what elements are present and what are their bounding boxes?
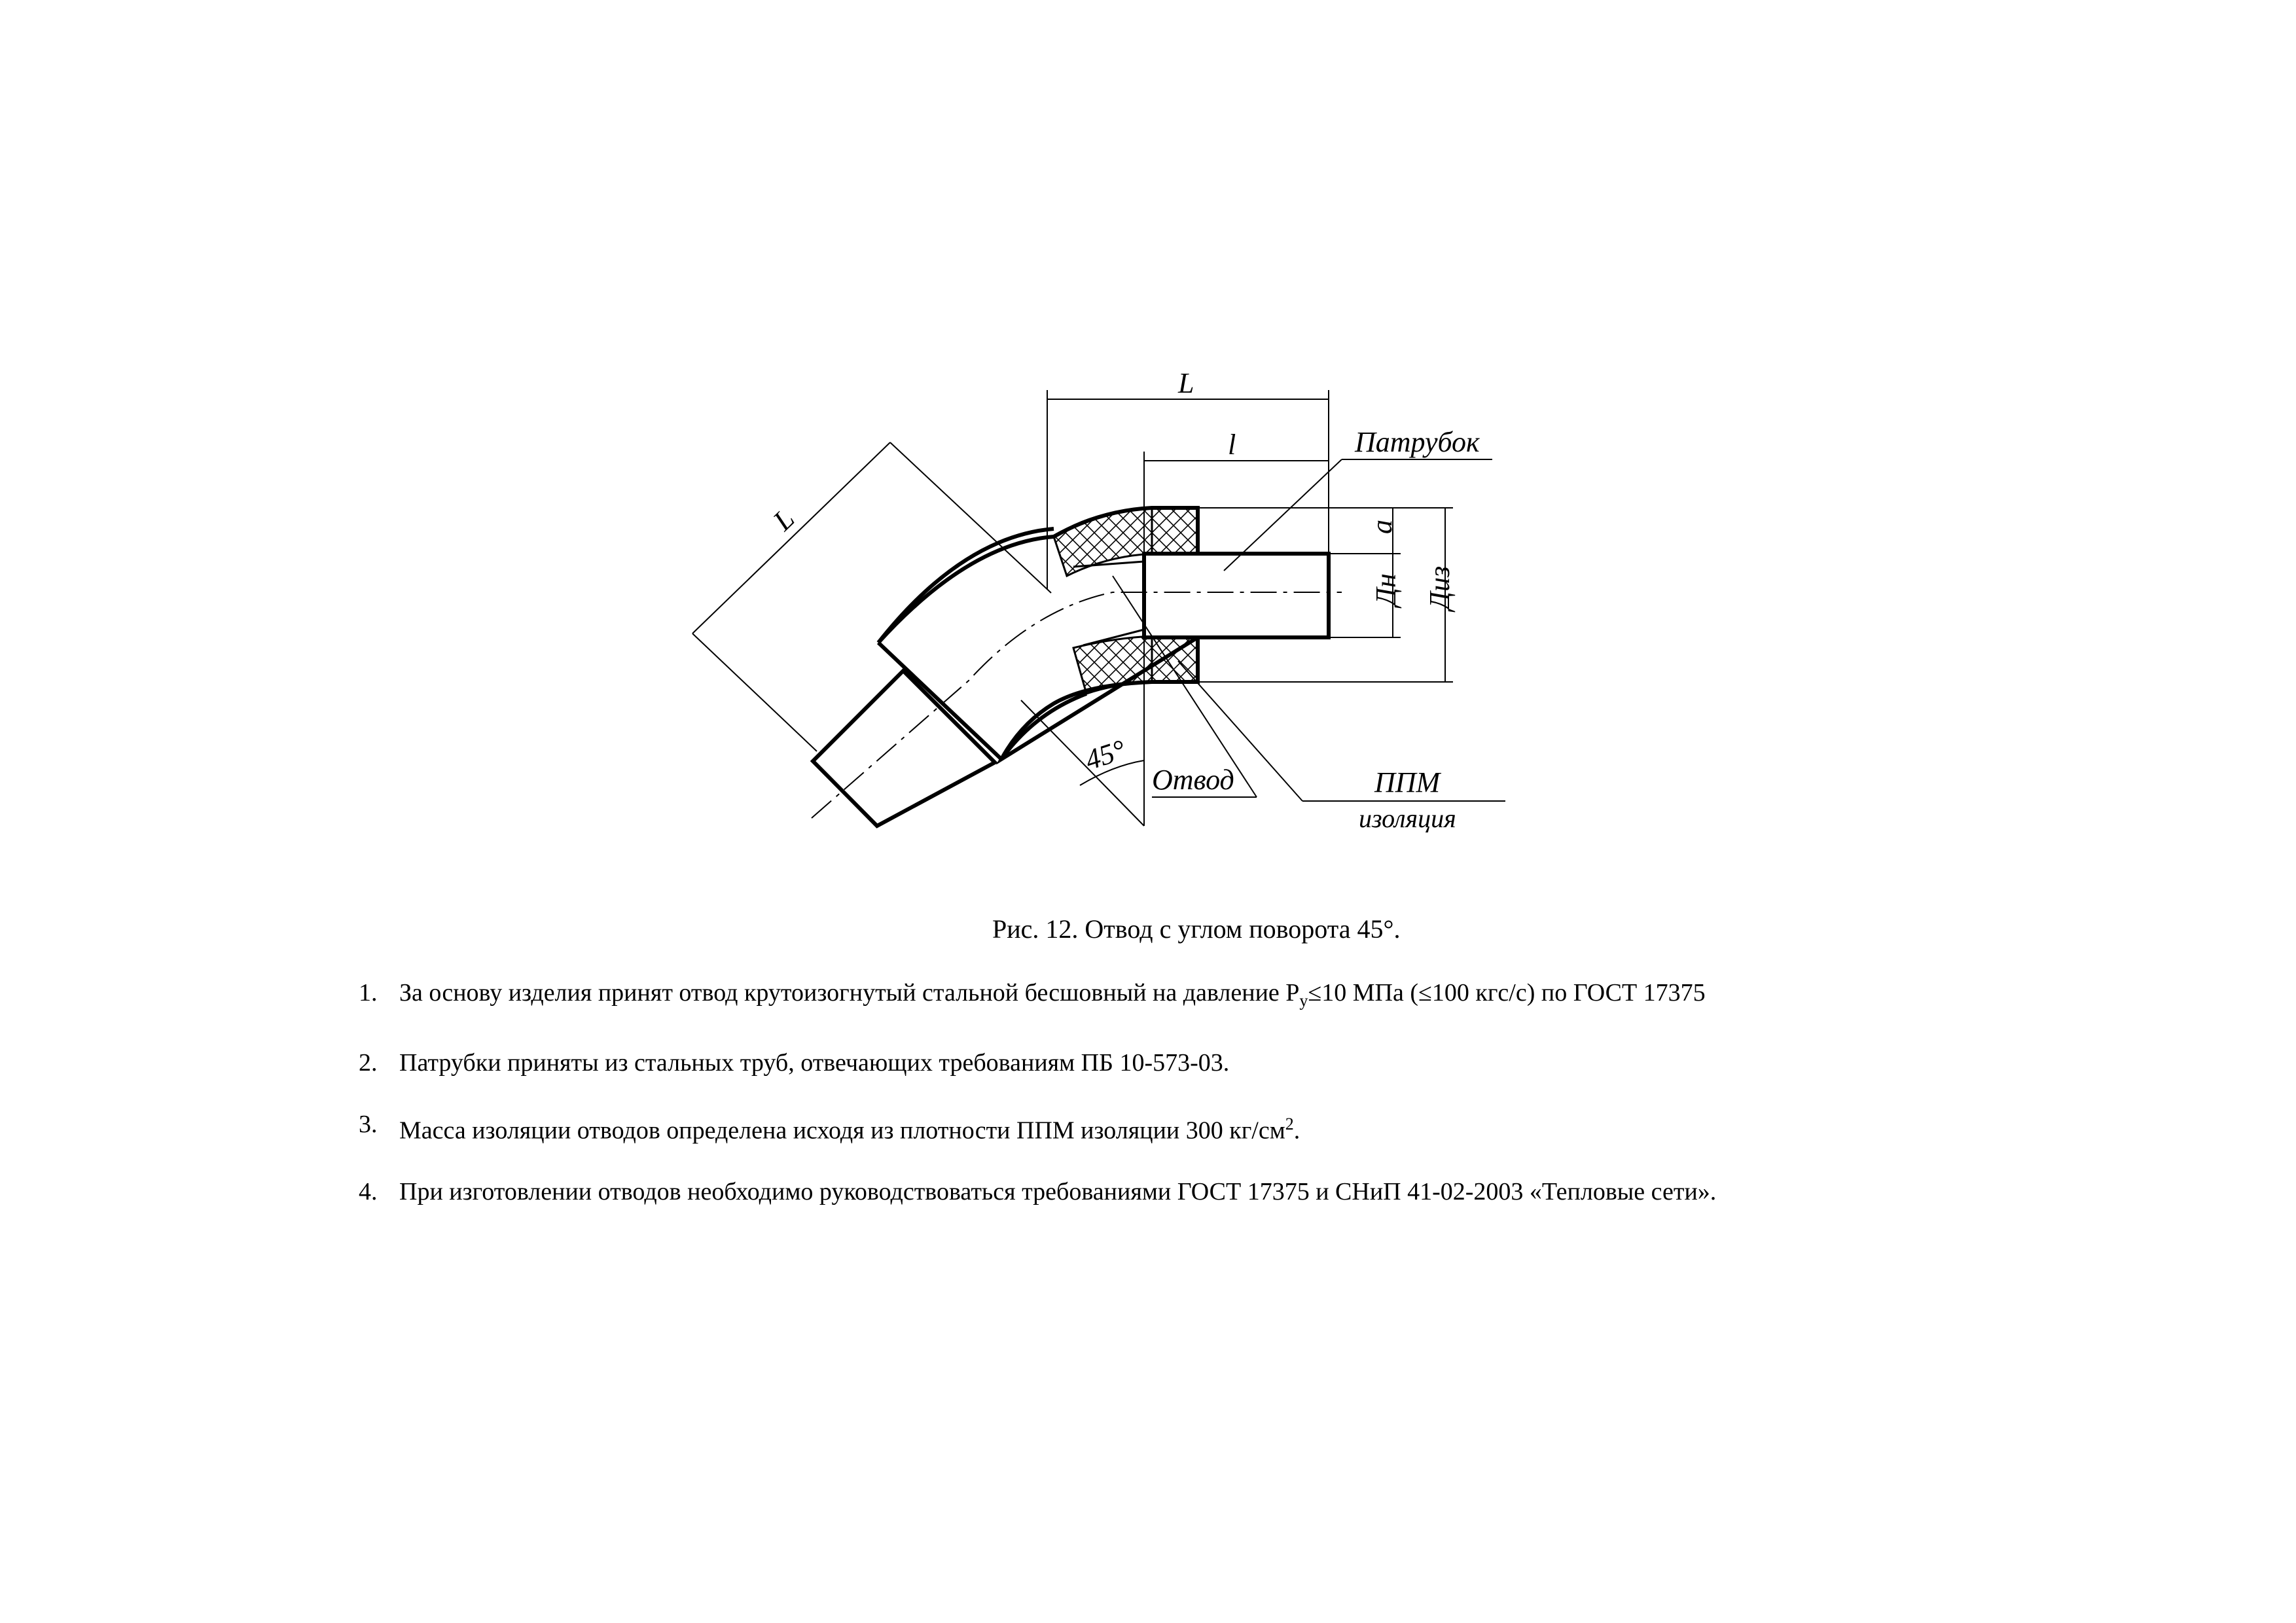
dim-L-top-label: L xyxy=(1178,367,1194,399)
dim-L-diag-ext-2 xyxy=(692,633,817,751)
note-text-tail: ≤10 МПа (≤100 кгс/с) по ГОСТ 17375 xyxy=(1308,979,1706,1007)
note-text: Патрубки приняты из стальных труб, отвечающих требованиям ПБ 10-573-03. xyxy=(399,1048,1230,1077)
insulation-hatch-top xyxy=(1054,508,1152,576)
note-text-tail: . xyxy=(1293,1116,1300,1145)
figure-caption: Рис. 12. Отвод с углом поворота 45°. xyxy=(992,914,1401,944)
note-item xyxy=(359,1048,1716,1078)
dim-L-diag-ext-1 xyxy=(890,442,1051,593)
dim-L-diag-line xyxy=(692,442,890,633)
note-number: 4. xyxy=(359,1178,378,1206)
dim-diz-label: Диз xyxy=(1424,565,1456,610)
dim-a-label: a xyxy=(1366,520,1398,534)
callout-insulation-label: ППМ xyxy=(1374,766,1441,798)
note-item xyxy=(359,978,1716,1016)
note-item xyxy=(359,1177,1716,1207)
dim-dn-label: Дн xyxy=(1370,573,1402,606)
insulation-hatch-collar-top xyxy=(1152,508,1198,552)
note-item xyxy=(359,1109,1716,1146)
note-text: За основу изделия принят отвод крутоизогнутый стальной бесшовный на давление P xyxy=(399,979,1300,1007)
note-number: 1. xyxy=(359,979,378,1007)
angle-label: 45° xyxy=(1081,733,1130,777)
dim-l-label: l xyxy=(1228,429,1236,461)
elbow-outer-curve xyxy=(878,529,1054,643)
note-text: При изготовлении отводов необходимо руководствоваться требованиями ГОСТ 17375 и СНиП 41-02-2003 «Тепловые сети». xyxy=(399,1178,1717,1206)
callout-pipe-label: Патрубок xyxy=(1355,426,1480,458)
pipe-stub-left xyxy=(813,671,995,826)
pipe-stub-right xyxy=(1144,554,1329,637)
notes-list xyxy=(359,978,1716,1238)
note-number: 2. xyxy=(359,1048,378,1077)
dim-L-diag-label: L xyxy=(766,502,801,537)
note-text: Масса изоляции отводов определена исходя из плотности ППМ изоляции 300 кг/см xyxy=(399,1116,1285,1145)
note-superscript: 2 xyxy=(1285,1114,1294,1133)
callout-insulation-sub: изоляция xyxy=(1359,804,1456,833)
callout-elbow-label: Отвод xyxy=(1152,764,1234,796)
note-number: 3. xyxy=(359,1110,378,1138)
note-subscript: y xyxy=(1299,991,1308,1010)
